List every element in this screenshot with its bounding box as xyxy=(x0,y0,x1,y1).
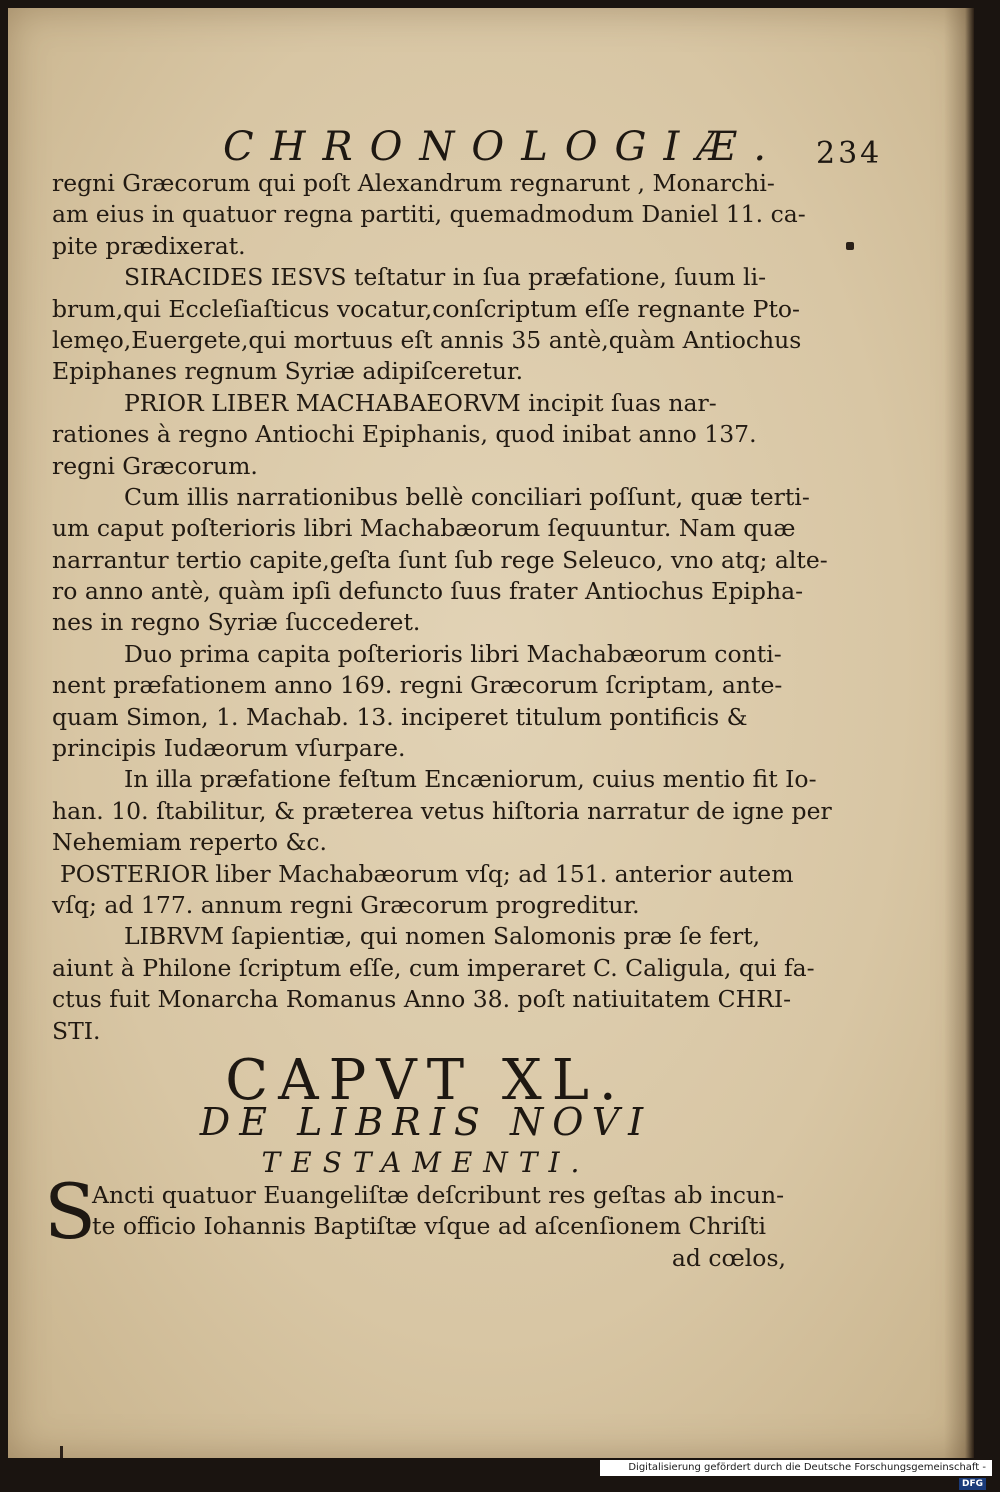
margin-mark xyxy=(846,242,854,250)
text-line: Epiphanes regnum Syriæ adipiſceretur. xyxy=(52,357,524,386)
text-line: principis Iudæorum vſurpare. xyxy=(52,734,406,763)
text-line: ro anno antè, quàm ipſi defuncto ſuus frater Antiochus Epipha- xyxy=(52,577,804,606)
text-line: regni Græcorum. xyxy=(52,451,258,480)
chapter-body xyxy=(52,1180,802,1274)
text-line: In illa præfatione feſtum Encæniorum, cuius mentio fit Io- xyxy=(124,765,817,794)
book-page xyxy=(8,8,974,1458)
text-line: vſq; ad 177. annum regni Græcorum progreditur. xyxy=(52,890,640,919)
text-line: ctus fuit Monarcha Romanus Anno 38. poſt natiuitatem CHRI- xyxy=(52,985,792,1014)
text-line: han. 10. ſtabilitur, & præterea vetus hiſtoria narratur de igne per xyxy=(52,796,832,825)
text-line: rationes à regno Antiochi Epiphanis, quod inibat anno 137. xyxy=(52,420,757,449)
text-line: pite prædixerat. xyxy=(52,231,246,260)
text-line: um caput poſterioris libri Machabæorum ſequuntur. Nam quæ xyxy=(52,514,796,543)
text-line: narrantur tertio capite,geſta ſunt ſub rege Seleuco, vno atq; alte- xyxy=(52,545,828,574)
chapter-subtitle: DE LIBRIS NOVI xyxy=(199,1100,653,1144)
digitization-footer xyxy=(600,1460,992,1489)
footer-text: Digitalisierung gefördert durch die Deutsche Forschungsgemeinschaft - xyxy=(628,1462,986,1473)
chapter-subtitle-2: TESTAMENTI. xyxy=(261,1146,591,1179)
body-text xyxy=(52,168,832,1047)
binding-mark xyxy=(60,1446,63,1458)
text-line: regni Græcorum qui poſt Alexandrum regnarunt , Monarchi- xyxy=(52,169,775,197)
chapter-text-line: Ancti quatuor Euangeliſtæ deſcribunt res geſtas ab incun- xyxy=(92,1181,785,1209)
text-line: nes in regno Syriæ ſuccederet. xyxy=(52,608,421,637)
chapter-text-line: ad cœlos, xyxy=(671,1243,786,1272)
text-line: Cum illis narrationibus bellè conciliari poſſunt, quæ terti- xyxy=(124,482,810,511)
text-line: POSTERIOR liber Machabæorum vſq; ad 151. anterior autem xyxy=(60,859,794,888)
text-line: Duo prima capita poſterioris libri Machabæorum conti- xyxy=(124,639,782,668)
text-line: SIRACIDES IESVS teſtatur in ſua præfatione, ſuum li- xyxy=(124,263,767,292)
text-line: quam Simon, 1. Machab. 13. inciperet titulum pontificis & xyxy=(52,702,748,731)
chapter-text-line: te officio Iohannis Baptiſtæ vſque ad aſcenſionem Chriſti xyxy=(92,1212,766,1241)
text-line: lemęo,Euergete,qui mortuus eſt annis 35 antè,quàm Antiochus xyxy=(52,325,802,354)
chapter-title: CAPVT XL. xyxy=(225,1048,627,1113)
text-line: PRIOR LIBER MACHABAEORVM incipit ſuas nar- xyxy=(124,388,717,417)
text-line: STI. xyxy=(52,1016,101,1045)
text-line: LIBRVM ſapientiæ, qui nomen Salomonis præ ſe fert, xyxy=(124,922,761,951)
dfg-logo: DFG xyxy=(959,1478,986,1490)
text-line: am eius in quatuor regna partiti, quemadmodum Daniel 11. ca- xyxy=(52,200,806,229)
text-line: Nehemiam reperto &c. xyxy=(52,828,328,857)
running-title: CHRONOLOGIÆ. xyxy=(223,124,784,170)
drop-cap: S xyxy=(44,1167,97,1256)
text-line: nent præfationem anno 169. regni Græcorum ſcriptam, ante- xyxy=(52,671,783,700)
text-line: brum,qui Eccleſiaſticus vocatur,conſcriptum eſſe regnante Pto- xyxy=(52,294,800,323)
text-line: aiunt à Philone ſcriptum eſſe, cum imperaret C. Caligula, qui fa- xyxy=(52,953,815,982)
page-fold-shadow xyxy=(944,8,974,1458)
page-number: 234 xyxy=(816,136,883,171)
